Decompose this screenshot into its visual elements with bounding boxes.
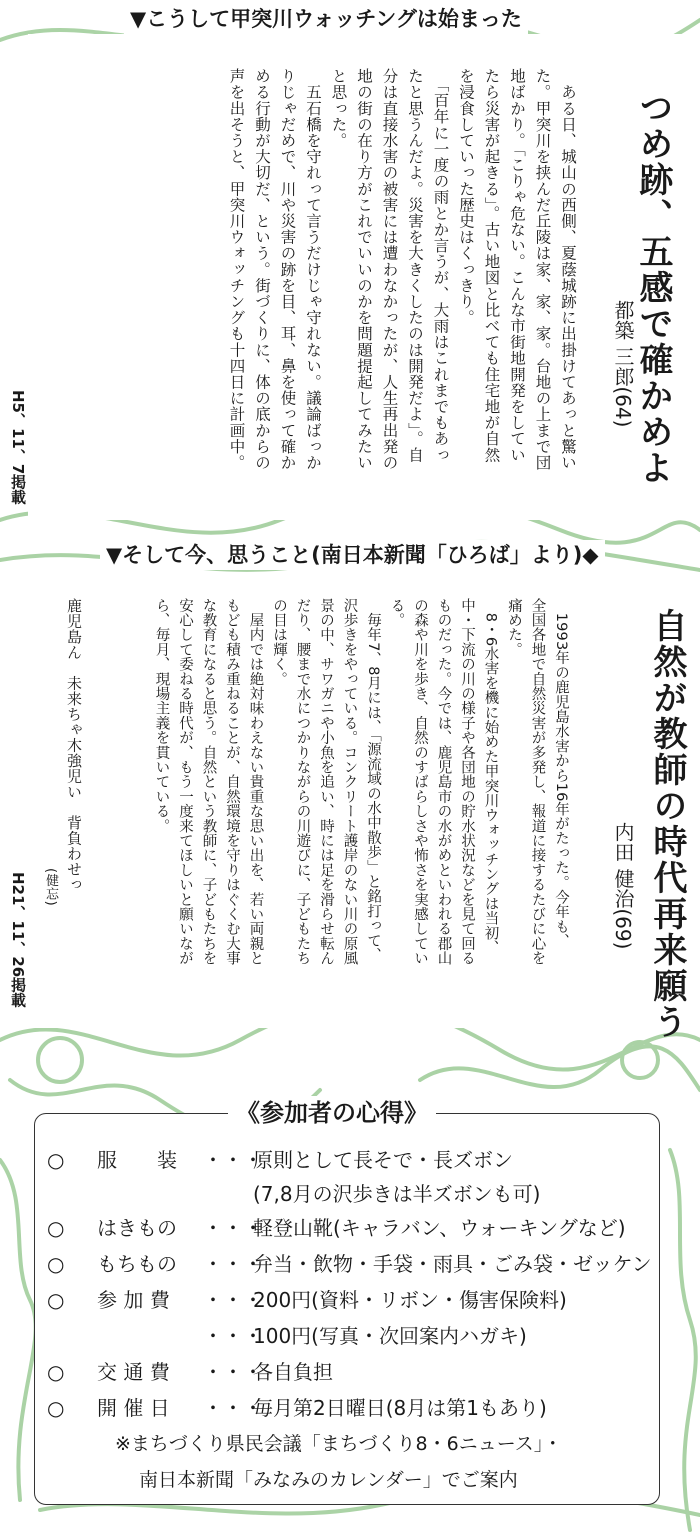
rules-title: 《参加者の心得》 xyxy=(228,1096,436,1130)
section1-date: H5、11、7掲載 xyxy=(9,390,27,505)
bullet-icon: ○ xyxy=(47,1216,65,1240)
section2-body xyxy=(149,598,572,966)
kagoshima-line: 鹿児島ん 未来ちゃ木強児い 背負わせっ xyxy=(65,598,83,893)
rule-label-attire: 服 装 xyxy=(97,1148,177,1172)
section2-line: る。 xyxy=(388,598,405,628)
section1-line: と思った。 xyxy=(329,68,348,149)
rules-box xyxy=(34,1113,660,1505)
rule-dots: ・・・ xyxy=(203,1148,263,1172)
section1-title: つめ跡、五感で確かめよ xyxy=(633,90,673,486)
rule-label-schedule: 開 催 日 xyxy=(97,1396,170,1420)
rule-value: 軽登山靴(キャラバン、ウォーキングなど) xyxy=(253,1216,626,1240)
kagoshima-paren: (健忘) xyxy=(43,868,58,907)
section2-author: 内田 健治(69) xyxy=(611,822,635,950)
bullet-icon: ○ xyxy=(47,1288,65,1312)
section2-line: だり、腰まで水につかりながらの川遊びに、子どもたち xyxy=(294,598,311,966)
section1-line: たと思うんだよ。災害を大きくしたのは開発だよ」。自 xyxy=(406,68,424,463)
section1-line: りじゃだめで、川や災害の跡を目、耳、鼻を使って確か xyxy=(278,68,297,471)
section2-date: H21、11、26掲載 xyxy=(9,872,27,1008)
section1-heading: ▼こうして甲突川ウォッチングは始まった xyxy=(124,4,528,34)
rules-note: 南日本新聞「みなみのカレンダー」でご案内 xyxy=(139,1469,518,1491)
bullet-icon: ○ xyxy=(47,1396,65,1420)
section2-line: 全国各地で自然災害が多発し、報道に接するたびに心を xyxy=(529,598,546,966)
rule-value: 100円(写真・次回案内ハガキ) xyxy=(253,1324,527,1348)
section2-heading: ▼そして今、思うこと(南日本新聞「ひろば」より)◆ xyxy=(100,540,605,570)
rule-value: 毎月第2日曜日(8月は第1もあり) xyxy=(253,1396,547,1420)
rule-dots: ・・・ xyxy=(203,1252,263,1276)
rule-value: (7,8月の沢歩きは半ズボンも可) xyxy=(253,1182,541,1206)
section2-line: 毎年7、8月には、「源流域の水中散歩」と銘打って、 xyxy=(365,598,381,963)
section2-line: の森や川を歩き、自然のすばらしさや怖さを実感してい xyxy=(412,598,428,966)
section2-line: 安心して委ねる時代が、もう一度来てほしいと願いなが xyxy=(177,598,193,966)
bullet-icon: ○ xyxy=(47,1360,65,1384)
bullet-icon: ○ xyxy=(47,1148,65,1172)
section2-line: 屋内では絶対味わえない貴重な思い出を、若い両親と xyxy=(247,598,264,966)
rule-label-belongings: もちもの xyxy=(97,1252,177,1276)
rule-value: 弁当・飲物・手袋・雨具・ごみ袋・ゼッケン xyxy=(253,1252,652,1276)
section2-line: ら、毎月、現場主義を貫いている。 xyxy=(153,598,170,834)
section2-line: もども積み重ねることが、自然環境を守りはぐくむ大事 xyxy=(224,598,240,966)
section1-line: た。甲突川を挟んだ丘陵は家、家、家。台地の上まで団 xyxy=(533,68,552,471)
rule-label-transport: 交 通 費 xyxy=(97,1360,170,1384)
section1-body xyxy=(223,68,580,471)
section1-line: ある日、城山の西側、夏蔭城跡に出掛けてあっと驚い xyxy=(559,68,577,471)
rule-value: 200円(資料・リボン・傷害保険料) xyxy=(253,1288,567,1312)
section1-line: 分は直接水害の被害には遭わなかったが、人生再出発の xyxy=(380,68,399,471)
rule-dots: ・・・ xyxy=(203,1360,263,1384)
section1-line: 五石橋を守れって言うだけじゃ守れない。議論ばっか xyxy=(304,68,322,471)
rule-label-footwear: はきもの xyxy=(97,1216,177,1240)
section2-line: 中・下流の川の様子や各団地の貯水状況などを見て回る xyxy=(459,598,475,966)
section1-line: たら災害が起きる」。古い地図と比べても住宅地が自然 xyxy=(482,68,501,463)
section2-title: 自然が教師の時代再来願う xyxy=(647,608,687,1040)
rule-dots: ・・・ xyxy=(203,1324,263,1348)
rule-label-fee: 参 加 費 xyxy=(97,1288,170,1312)
section2-line: 痛めた。 xyxy=(506,598,522,657)
rule-dots: ・・・ xyxy=(203,1288,263,1312)
section2-line: 8・6水害を機に始めた甲突川ウォッチングは当初、 xyxy=(482,598,499,955)
section2-line: 1993年の鹿児島水害から16年がたった。今年も、 xyxy=(553,598,569,949)
section1-line: 地の街の在り方がこれでいいのかを問題提起してみたい xyxy=(355,68,373,471)
bullet-icon: ○ xyxy=(47,1252,65,1276)
section1-author: 都築 三郎(64) xyxy=(611,300,635,428)
section2-line: の目は輝く。 xyxy=(271,598,287,687)
rule-dots: ・・・ xyxy=(203,1216,263,1240)
rule-value: 原則として長そで・長ズボン xyxy=(253,1148,513,1172)
rules-note: ※まちづくり県民会議「まちづくり8・6ニュース」・ xyxy=(115,1433,563,1455)
section1-line: 「百年に一度の雨とか言うが、大雨はこれまでもあっ xyxy=(431,68,450,463)
rule-value: 各自負担 xyxy=(253,1360,333,1384)
kagoshima-verse xyxy=(38,598,86,906)
rule-dots: ・・・ xyxy=(203,1396,263,1420)
section2-line: な教育になると思う。自然という教師に、子どもたちを xyxy=(200,598,217,966)
section2-line: 景の中、サワガニや小魚を追い、時には足を滑らせ転ん xyxy=(318,598,334,966)
section1-line: 声を出そうと、甲突川ウォッチングも十四日に計画中。 xyxy=(227,68,246,471)
section1-line: 地ばかり。「こりゃ危ない。こんな市街地開発をしてい xyxy=(508,68,526,463)
section2-line: ものだった。今では、鹿児島市の水がめといわれる郡山 xyxy=(435,598,452,966)
section1-line: を浸食していった歴史はくっきり。 xyxy=(457,68,475,326)
section2-line: 沢歩きをやっている。コンクリート護岸のない川の原風 xyxy=(341,598,358,966)
section1-line: める行動が大切だ、という。街づくりに、体の底からの xyxy=(253,68,271,471)
